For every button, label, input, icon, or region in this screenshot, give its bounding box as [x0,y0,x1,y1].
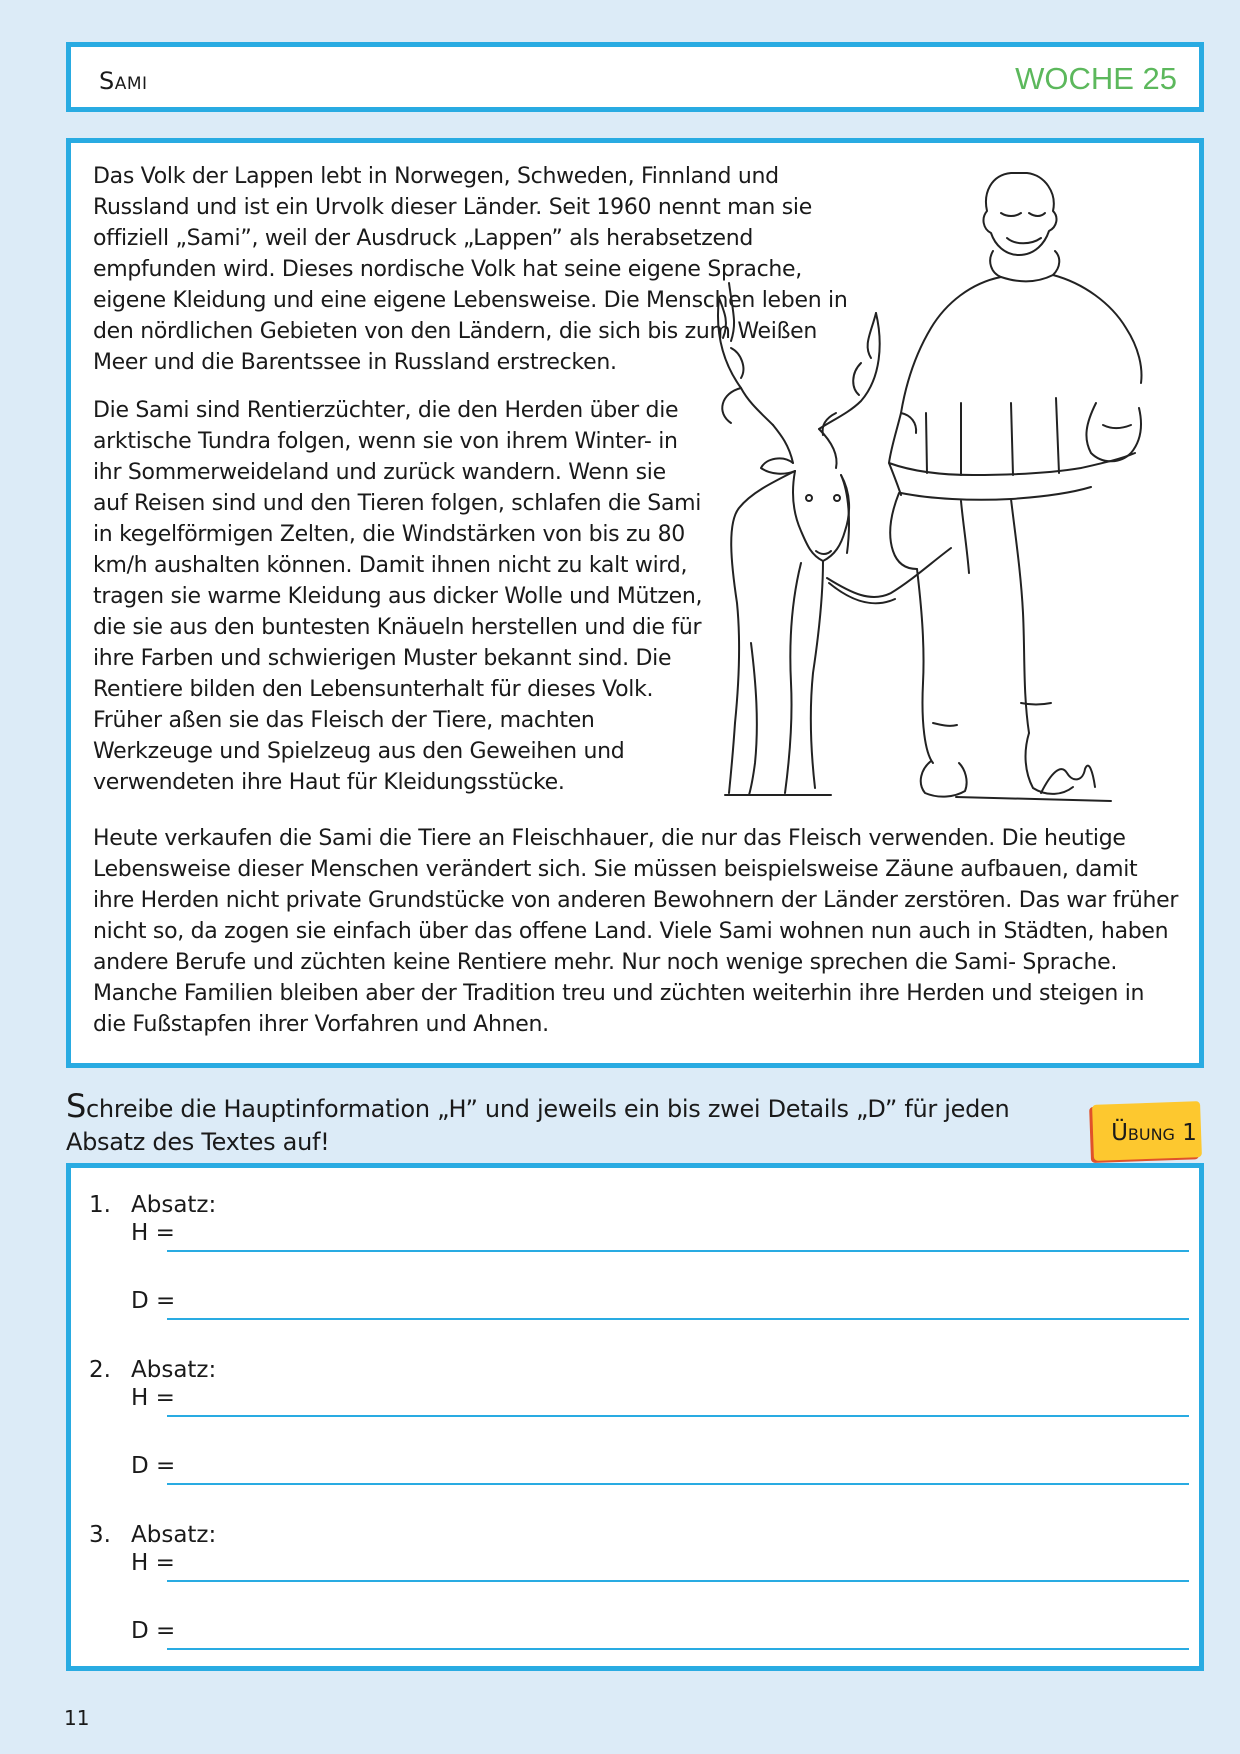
item-number: 3. [89,1522,111,1548]
h-answer-line[interactable] [167,1250,1189,1252]
exercise-item [71,1333,1199,1497]
item-number: 2. [89,1357,111,1383]
d-answer-line[interactable] [167,1318,1189,1320]
paragraph-1: Das Volk der Lappen lebt in Norwegen, Schweden, Finnland und Russland und ist ein Urvolk dieser Länder. Seit 1960 nennt man sie offiziell „Sami”, weil der Ausdruck „Lappen” als herabsetzend empfunden wird. Dieses nordische Volk hat seine eigene Sprache, eigene Kleidung und eine eigene Lebensweise. Die Menschen leben in den nördlichen Gebieten von den Ländern, die sich bis zum Weißen Meer und die Barentssee in Russland erstrecken. [93,164,848,375]
reindeer-drawing [718,283,880,795]
header-box [66,42,1204,112]
task-instruction [66,1087,1056,1159]
d-answer-line[interactable] [167,1483,1189,1485]
sami-reindeer-illustration [711,163,1191,803]
h-answer-line[interactable] [167,1580,1189,1582]
h-label: H = [131,1220,175,1246]
man-drawing [889,173,1141,801]
lead-rope-drawing [827,548,951,603]
item-absatz-label: Absatz: [131,1192,217,1218]
item-absatz-label: Absatz: [131,1522,217,1548]
reading-text-box [66,138,1204,1068]
item-absatz-label: Absatz: [131,1357,217,1383]
paragraph-3: Heute verkaufen die Sami die Tiere an Fleischhauer, die nur das Fleisch verwenden. Die heutige Lebensweise dieser Menschen verändert sich. Sie müssen beispielsweise Zäune aufbauen, damit ihre Herden nicht private Grundstücke von anderen Bewohnern der Länder zerstören. Das war früher nicht so, da zogen sie einfach über das offene Land. Viele Sami wohnen nun auch in Städten, haben andere Berufe und züchten keine Rentiere mehr. Nur noch wenige sprechen die Sami- Sprache. Manche Familien bleiben aber der Tradition treu und züchten weiterhin ihre Herden und steigen in die Fußstapfen ihrer Vorfahren und Ahnen. [93,826,1179,1037]
d-answer-line[interactable] [167,1648,1189,1650]
exercise-item [71,1498,1199,1662]
task-initial: S [66,1087,87,1125]
d-label: D = [131,1618,176,1644]
exercise-badge-label: Übung 1 [1111,1119,1197,1146]
page-title: Sami [99,67,148,95]
item-number: 1. [89,1192,111,1218]
page-number: 11 [64,1706,90,1730]
h-label: H = [131,1385,175,1411]
exercise-badge [1092,1101,1202,1161]
paragraph-2: Die Sami sind Rentierzüchter, die den Herden über die arktische Tundra folgen, wenn sie von ihrem Winter- in ihr Sommerweideland und zurück wandern. Wenn sie auf Reisen sind und den Tieren folgen, schlafen die Sami in kegelförmigen Zelten, die Windstärken von bis zu 80 km/h aushalten können. Damit ihnen nicht zu kalt wird, tragen sie warme Kleidung aus dicker Wolle und Mützen, die sie aus den buntesten Knäueln herstellen und die für ihre Farben und schwierigen Muster bekannt sind. Die Rentiere bilden den Lebensunterhalt für dieses Volk. Früher aßen sie das Fleisch der Tiere, machten Werkzeuge und Spielzeug aus den Geweihen und verwendeten ihre Haut für Kleidungsstücke. [93,398,703,795]
exercise-item [71,1168,1199,1332]
d-label: D = [131,1288,176,1314]
exercise-box [66,1163,1204,1671]
h-label: H = [131,1550,175,1576]
task-text: chreibe die Hauptinformation „H” und jeweils ein bis zwei Details „D” für jeden Absatz des Textes auf! [66,1095,1010,1156]
week-label: WOCHE 25 [1015,61,1177,96]
d-label: D = [131,1453,176,1479]
h-answer-line[interactable] [167,1415,1189,1417]
